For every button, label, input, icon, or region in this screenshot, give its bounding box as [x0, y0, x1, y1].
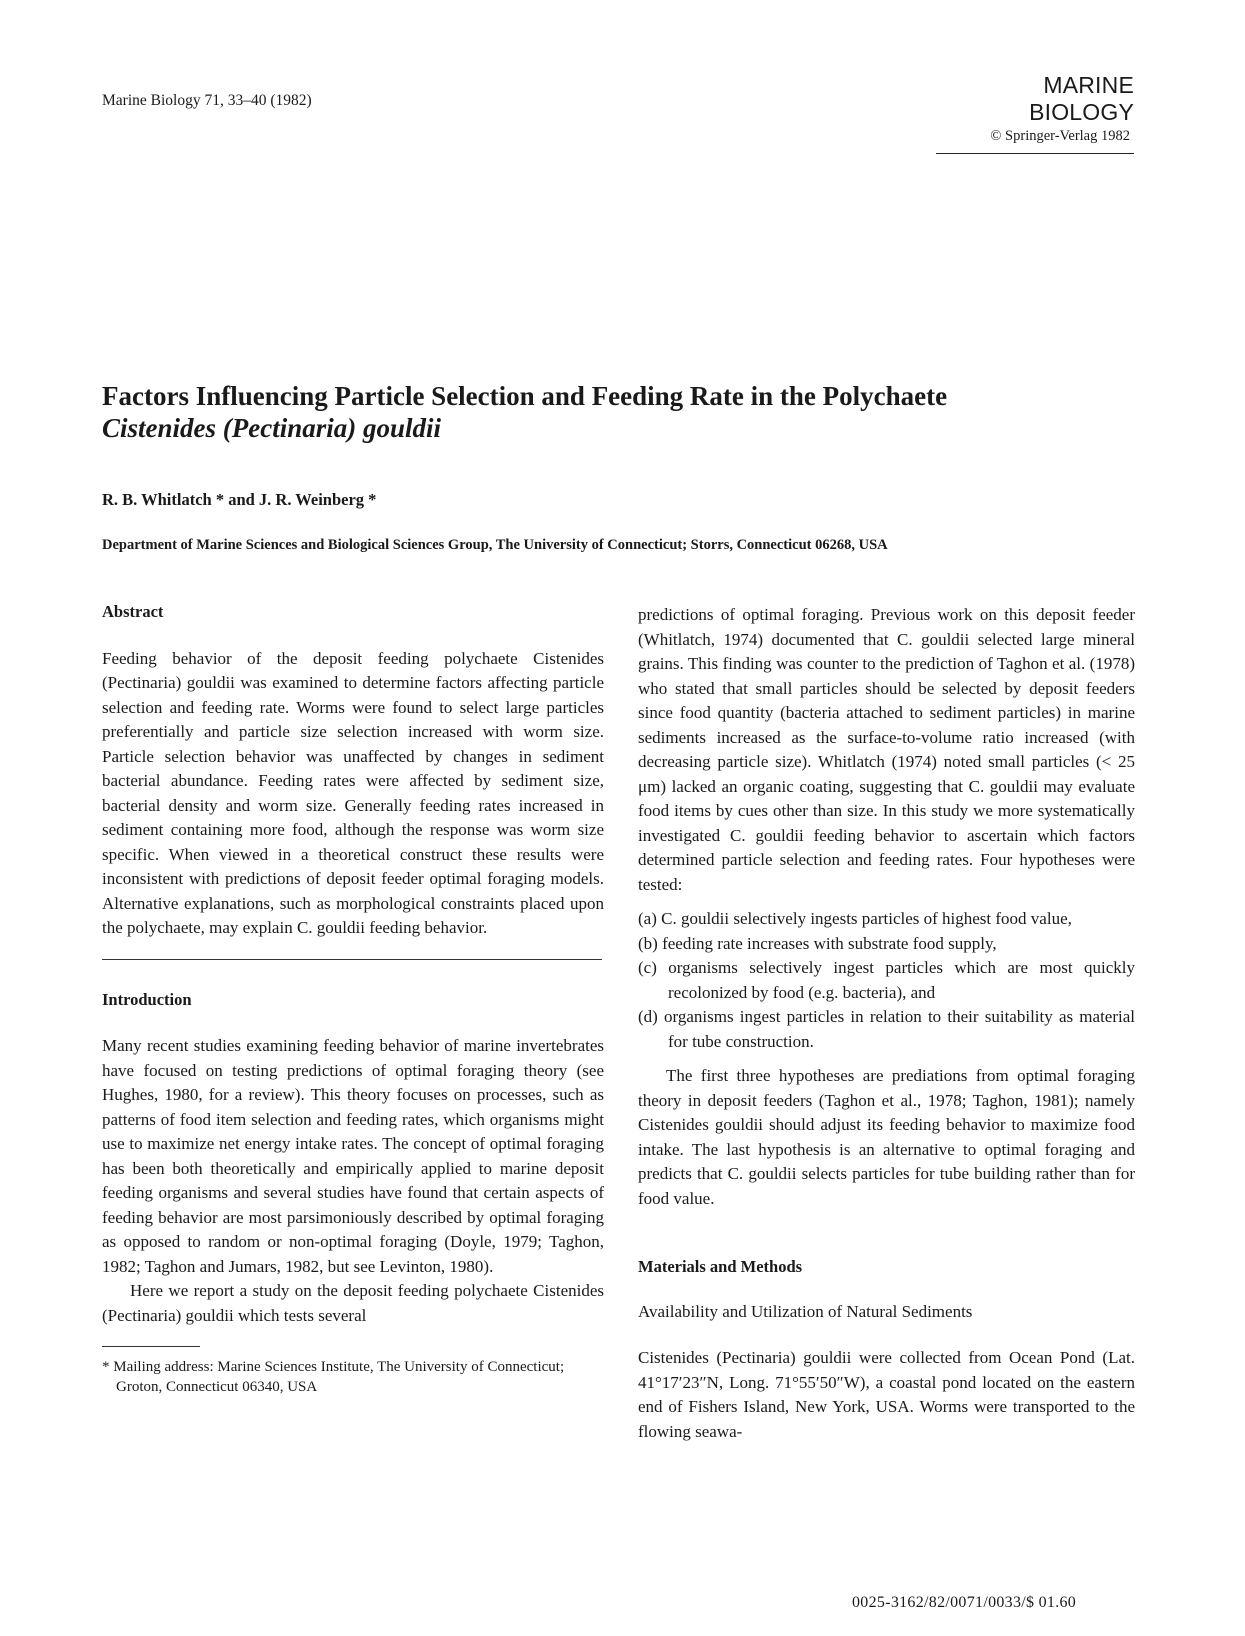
journal-brand-block: [936, 72, 1134, 154]
title-line-1: Factors Influencing Particle Selection and Feeding Rate in the Polychaete: [102, 381, 948, 411]
hypothesis-a: (a) C. gouldii selectively ingests particles of highest food value,: [638, 909, 1072, 928]
introduction-paragraph-1: Many recent studies examining feeding behavior of marine invertebrates have focused on testing predictions of optimal foraging theory (see Hughes, 1980, for a review). This theory focuses on processes, such as patterns of food item selection and feeding rates, which organisms might use to maximize net energy intake rates. The concept of optimal foraging has been both theoretically and empirically applied to marine deposit feeding organisms and several studies have found that certain aspects of feeding behavior are most parsimoniously described by optimal foraging as opposed to random or non-optimal foraging (Doyle, 1979; Taghon, 1982; Taghon and Jumars, 1982, but see Levinton, 1980).: [102, 1036, 604, 1276]
methods-paragraph-1: Cistenides (Pectinaria) gouldii were collected from Ocean Pond (Lat. 41°17′23″N, Long. 71°55′50″W), a coastal pond located on the eastern end of Fishers Island, New York, USA. Worms were transported to the flowing seawa-: [638, 1348, 1135, 1441]
hypotheses-list: [638, 907, 1135, 1054]
right-paragraph-2: The first three hypotheses are prediations from optimal foraging theory in deposit feeders (Taghon et al., 1978; Taghon, 1981); namely Cistenides gouldii should adjust its feeding behavior to maximize food intake. The last hypothesis is an alternative to optimal foraging and predicts that C. gouldii selects particles for tube building rather than for food value.: [638, 1066, 1135, 1208]
title-line-2: Cistenides (Pectinaria) gouldii: [102, 413, 442, 443]
article-title: [102, 380, 1142, 444]
hypothesis-c: (c) organisms selectively ingest particles which are most quickly recolonized by food (e.g. bacteria), and: [638, 958, 1135, 1002]
affiliation: Department of Marine Sciences and Biological Sciences Group, The University of Connecticut; Storrs, Connecticut 06268, USA: [102, 537, 888, 553]
left-column: [102, 600, 604, 1397]
author-list: R. B. Whitlatch * and J. R. Weinberg *: [102, 490, 377, 509]
introduction-heading: Introduction: [102, 989, 192, 1009]
right-paragraph-1: predictions of optimal foraging. Previous work on this deposit feeder (Whitlatch, 1974) documented that C. gouldii selected large mineral grains. This finding was counter to the prediction of Taghon et al. (1978) who stated that small particles should be selected by deposit feeders since food quantity (bacteria attached to sediment particles) in marine sediments increased as the surface-to-volume ratio increased (with decreasing particle size). Whitlatch (1974) noted small particles (< 25 μm) lacked an organic coating, suggesting that C. gouldii may evaluate food items by cues other than size. In this study we more systematically investigated C. gouldii feeding behavior to ascertain which factors determined particle selection and feeding rates. Four hypotheses were tested:: [638, 605, 1135, 894]
abstract-text: Feeding behavior of the deposit feeding polychaete Cistenides (Pectinaria) gouldii was examined to determine factors affecting particle selection and feeding rate. Worms were found to select large particles preferentially and particle size selection increased with worm size. Particle selection behavior was unaffected by changes in sediment bacterial abundance. Feeding rates were affected by sediment size, bacterial density and worm size. Generally feeding rates increased in sediment containing more food, although the response was worm size specific. When viewed in a theoretical construct these results were inconsistent with predictions of deposit feeder optimal foraging models. Alternative explanations, such as morphological constraints placed upon the polychaete, may explain C. gouldii feeding behavior.: [102, 648, 604, 937]
methods-subheading: Availability and Utilization of Natural Sediments: [638, 1301, 973, 1321]
article-code: 0025-3162/82/0071/0033/$ 01.60: [852, 1594, 1077, 1611]
journal-name: MARINE BIOLOGY: [1029, 72, 1134, 125]
methods-heading: Materials and Methods: [638, 1257, 803, 1276]
introduction-paragraph-2: Here we report a study on the deposit feeding polychaete Cistenides (Pectinaria) gouldii which tests several: [102, 1281, 604, 1325]
right-column: [638, 603, 1135, 1444]
footnote: * Mailing address: Marine Sciences Institute, The University of Connecticut; Groton, Connecticut 06340, USA: [102, 1359, 565, 1395]
journal-reference: Marine Biology 71, 33–40 (1982): [102, 92, 312, 109]
copyright-notice: © Springer-Verlag 1982: [990, 128, 1130, 144]
hypothesis-b: (b) feeding rate increases with substrate food supply,: [638, 933, 997, 953]
hypothesis-d: (d) organisms ingest particles in relation to their suitability as material for tube construction.: [638, 1007, 1135, 1051]
header-rule: [936, 153, 1134, 154]
abstract-heading: Abstract: [102, 602, 164, 621]
abstract-rule: [102, 959, 602, 960]
footnote-rule: [102, 1346, 200, 1347]
